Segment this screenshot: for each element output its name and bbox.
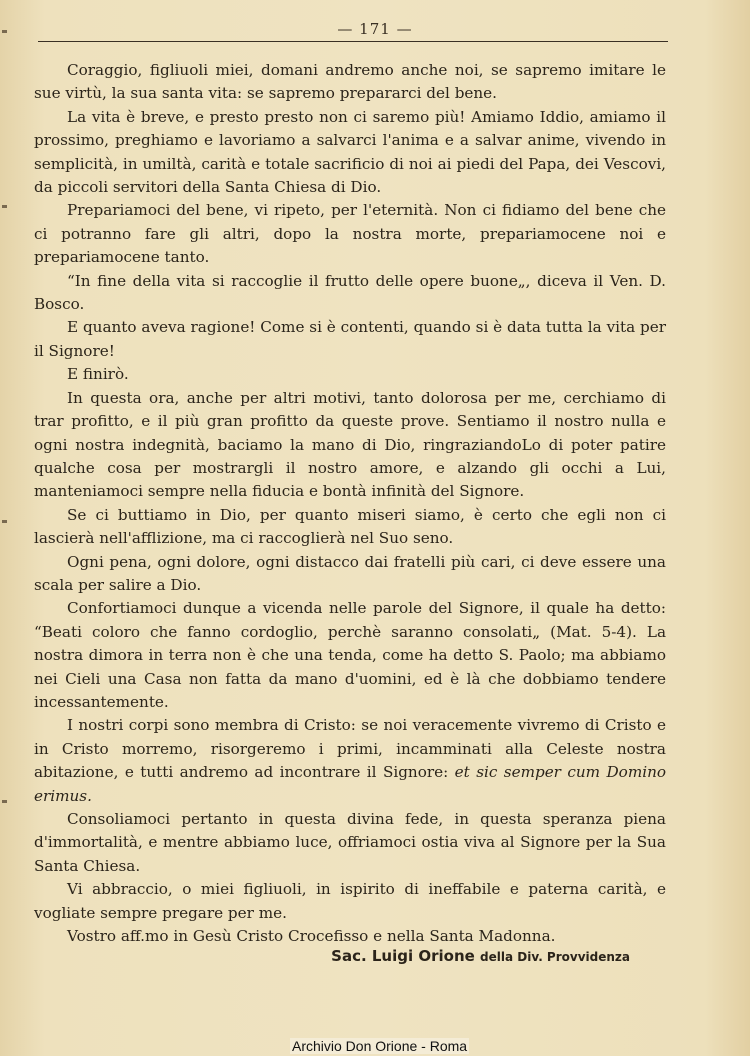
paragraph: Confortiamoci dunque a vicenda nelle parole del Signore, il quale ha detto: “Beati coloro che fanno cordoglio, perchè saranno consolati„ (Mat. 5-4). La nostra dimora in terra non è che una tenda, come ha detto S. Paolo; ma abbiamo nei Cieli una Casa non fatta da mano d'uomini, ed è là che dobbiamo tendere incessantemente. [34,599,666,711]
paragraph: Ogni pena, ogni dolore, ogni distacco dai fratelli più cari, ci deve essere una scala per salire a Dio. [34,552,666,594]
paragraph: Prepariamoci del bene, vi ripeto, per l'eternità. Non ci fidiamo del bene che ci potranno fare gli altri, dopo la nostra morte, prepariamocene noi e prepariamocene tanto. [34,201,666,267]
closing-line: Vostro aff.mo in Gesù Cristo Crocefisso e nella Santa Madonna. [67,927,556,946]
signature [0,947,630,965]
signature-name: Sac. Luigi Orione [331,947,475,965]
paragraph: La vita è breve, e presto presto non ci saremo più! Amiamo Iddio, amiamo il prossimo, preghiamo e lavoriamo a salvarci l'anima e a salvar anime, vivendo in semplicità, in umiltà, carità e totale sacrificio di noi ai piedi del Papa, dei Vescovi, da piccoli servitori della Santa Chiesa di Dio. [34,107,666,197]
paragraph: Se ci buttiamo in Dio, per quanto miseri siamo, è certo che egli non ci lascierà nell'afflizione, ma ci raccoglierà nel Suo seno. [34,505,666,548]
header-rule [38,41,668,42]
binding-mark [2,520,7,523]
paragraph: E finirò. [67,365,129,384]
paragraph-cristo [34,714,666,808]
paragraph: “In fine della vita si raccoglie il frutto delle opere buone„, diceva il Ven. D. Bosco. [34,271,666,314]
paragraph: Vi abbraccio, o miei figliuoli, in ispirito di ineffabile e paterna carità, e vogliate sempre pregare per me. [34,880,666,922]
paragraph: Coraggio, figliuoli miei, domani andremo anche noi, se sapremo imitare le sue virtù, la sua santa vita: se sapremo prepararci del bene. [34,61,666,103]
signature-title: della Div. Provvidenza [480,950,630,964]
page-number: — 171 — [337,20,413,38]
latin-quote: et sic semper cum Domino erimus. [34,763,667,805]
paragraph-text: I nostri corpi sono membra di Cristo: se noi veracemente vivremo di Cristo e in Cristo morremo, risorgeremo i primi, incamminati alla Celeste nostra abitazione, e tutti andremo ad incontrare il Signore: [34,716,666,782]
archive-watermark: Archivio Don Orione - Roma [292,1038,468,1054]
paragraph: Consoliamoci pertanto in questa divina fede, in questa speranza piena d'immortalità, e mentre abbiamo luce, offriamoci ostia viva al Signore per la Sua Santa Chiesa. [34,810,666,875]
binding-mark [2,205,7,208]
paragraph: In questa ora, anche per altri motivi, tanto dolorosa per me, cerchiamo di trar profitto, e il più gran profitto da queste prove. Sentiamo il nostro nulla e ogni nostra indegnità, baciamo la mano di Dio, ringraziandoLo di poter patire qualche cosa per mostrargli il nostro amore, e alzando gli occhi a Lui, manteniamoci sempre nella fiducia e bontà infinità del Signore. [34,388,666,501]
binding-mark [2,800,7,803]
letter-body [34,59,666,948]
paragraph: E quanto aveva ragione! Come si è contenti, quando si è data tutta la vita per il Signore! [34,318,666,360]
